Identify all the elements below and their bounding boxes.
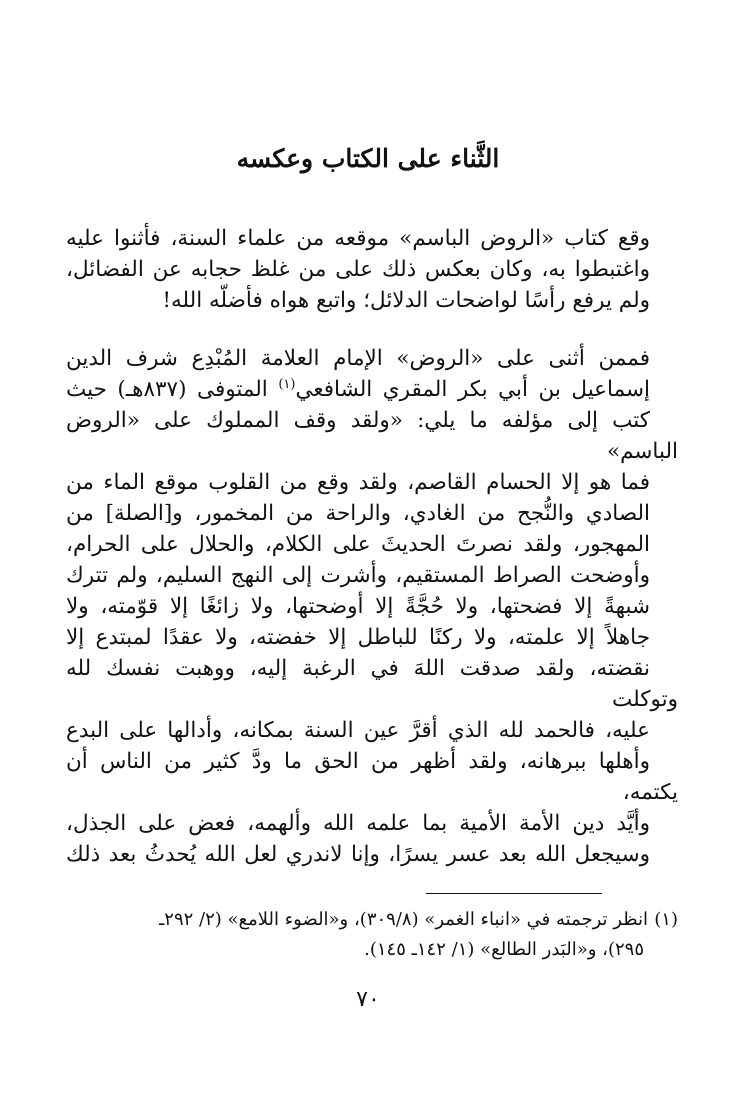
paragraph-2-line: وأهلها ببرهانه، ولقد أظهر من الحق ما ودَّ كثير من الناس أن يكتمه، bbox=[66, 749, 678, 805]
paragraph-2 bbox=[66, 343, 678, 870]
footnote-line-1 bbox=[66, 905, 678, 935]
paragraph-2-line-2 bbox=[66, 374, 678, 405]
paragraph-2-line-1: فممن أثنى على «الروض» الإمام العلامة المُبْدِع شرف الدين bbox=[66, 346, 650, 371]
paragraph-1-line-3: ولم يرفع رأسًا لواضحات الدلائل؛ واتبع هواه فأضلّه الله! bbox=[162, 288, 650, 313]
paragraph-2-line: شبهةً إلا فضحتها، ولا حُجَّةً إلا أوضحتها، ولا زائغًا إلا قوّمته، ولا bbox=[66, 594, 650, 619]
paragraph-1-line-2: واغتبطوا به، وكان بعكس ذلك على من غلظ حجابه عن الفضائل، bbox=[66, 257, 650, 282]
paragraph-2-line: وسيجعل الله بعد عسر يسرًا، وإنا لاندري لعل الله يُحدثُ بعد ذلك bbox=[66, 842, 650, 867]
footnote-marker: (١) bbox=[654, 909, 678, 930]
paragraph-2-line-2-end: المتوفى (٨٣٧هـ) حيث bbox=[66, 377, 279, 402]
paragraph-2-line: كتب إلى مؤلفه ما يلي: «ولقد وقف المملوك على «الروض الباسم» bbox=[66, 408, 678, 464]
paragraph-1-line-1: وقع كتاب «الروض الباسم» موقعه من علماء السنة، فأثنوا عليه bbox=[66, 226, 650, 251]
paragraph-1 bbox=[66, 223, 678, 316]
page-number: ٧٠ bbox=[356, 987, 380, 1012]
paragraph-2-line: المهجور، ولقد نصرتَ الحديثَ على الكلام، والحلال على الحرام، bbox=[66, 532, 650, 557]
paragraph-2-line: عليه، فالحمد لله الذي أقرَّ عين السنة بمكانه، وأدالها على البدع bbox=[66, 718, 650, 743]
footnote bbox=[66, 905, 678, 965]
footnote-text-1: انظر ترجمته في «انباء الغمر» (٣٠٩/٨)، و«الضوء اللامع» (٢/ ٢٩٢ـ bbox=[159, 909, 648, 930]
paragraph-2-line: الصادي والنُّجح من الغادي، والراحة من المخمور، و[الصلة] من bbox=[66, 501, 650, 526]
paragraph-2-line: وأيَّد دين الأمة الأمية بما علمه الله وألهمه، فعض على الجذل، bbox=[66, 811, 650, 836]
footnote-separator bbox=[426, 893, 602, 894]
paragraph-2-line: فما هو إلا الحسام القاصم، ولقد وقع من القلوب موقع الماء من bbox=[66, 470, 650, 495]
footnote-reference: (١) bbox=[278, 376, 296, 392]
chapter-title: الثَّناء على الكتاب وعكسه bbox=[236, 143, 500, 173]
paragraph-2-line: جاهلاً إلا علمته، ولا ركنًا للباطل إلا خفضته، ولا عقدًا لمبتدع إلا bbox=[66, 625, 650, 650]
footnote-line-2: ٢٩٥)، و«البَدر الطالع» (١/ ١٤٢ـ ١٤٥). bbox=[364, 939, 644, 960]
paragraph-2-line: وأوضحت الصراط المستقيم، وأشرت إلى النهج السليم، ولم تترك bbox=[66, 563, 650, 588]
paragraph-2-line-2-start: إسماعيل بن أبي بكر المقري الشافعي bbox=[295, 377, 650, 402]
paragraph-2-line: نقضته، ولقد صدقت اللهَ في الرغبة إليه، ووهبت نفسك لله وتوكلت bbox=[66, 656, 678, 712]
